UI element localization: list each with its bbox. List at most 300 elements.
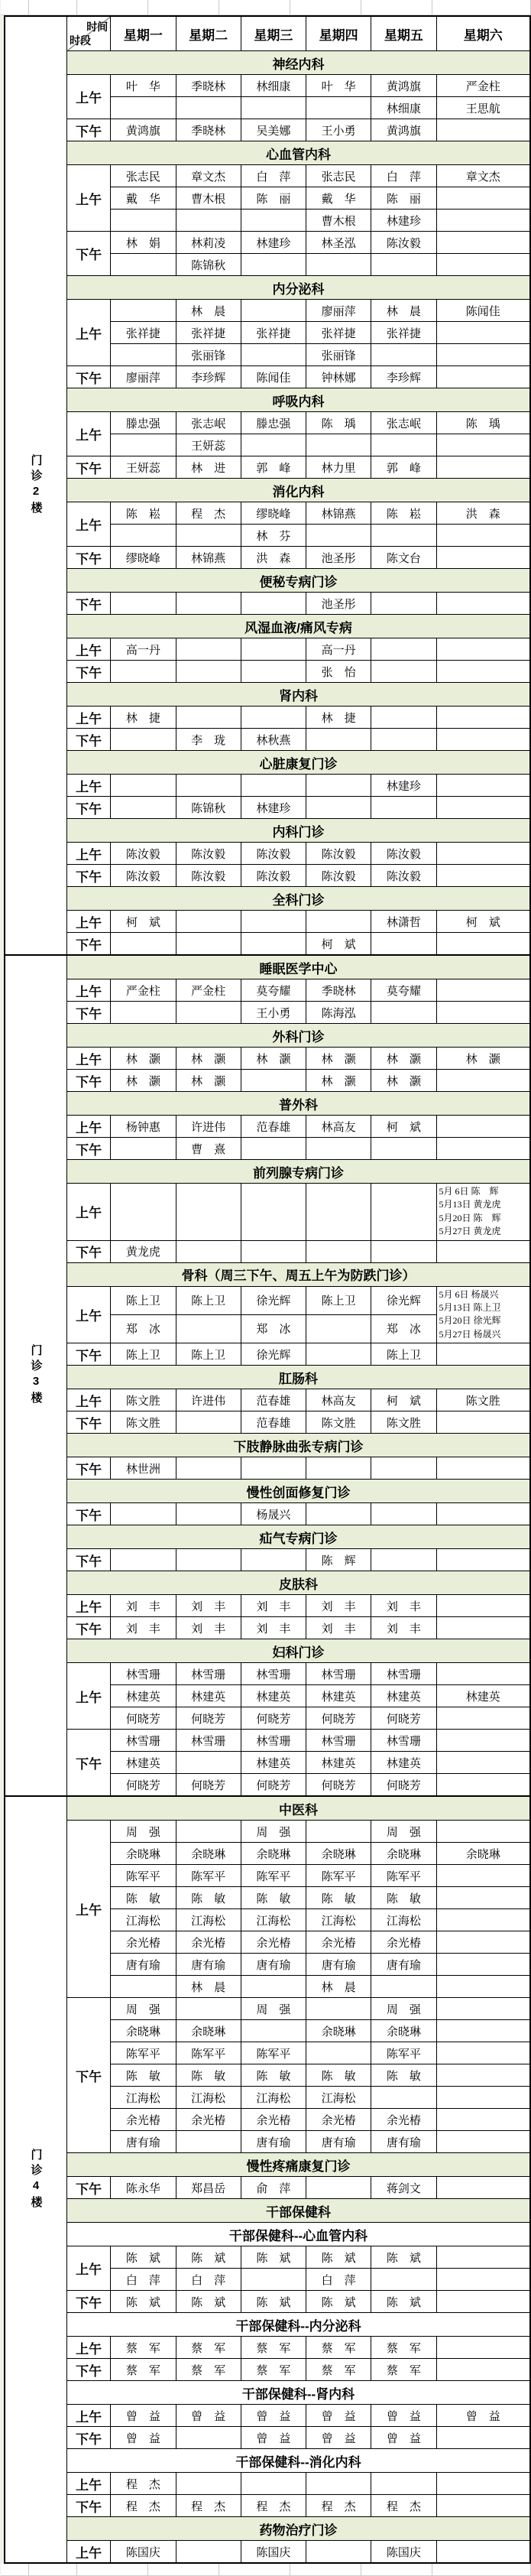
doctor-cell: 曾 益 <box>241 2427 306 2449</box>
doctor-cell <box>436 1998 530 2020</box>
doctor-cell: 陈上卫 <box>111 1286 176 1314</box>
date-line: 5月20日 徐光辉 <box>439 1315 501 1327</box>
doctor-cell: 张志民 <box>111 165 176 187</box>
section-title-cell: 消化内科 <box>67 479 531 502</box>
doctor-cell: 林建英 <box>436 1685 530 1707</box>
doctor-cell: 林高友 <box>306 1389 371 1411</box>
doctor-cell: 陈 敏 <box>176 2064 241 2087</box>
section-title-cell: 心脏康复门诊 <box>67 751 531 775</box>
doctor-cell: 陈 斌 <box>306 2291 371 2313</box>
doctor-cell: 程 杰 <box>241 2495 306 2517</box>
schedule-row <box>5 1730 530 1752</box>
doctor-cell: 黄龙虎 <box>111 1240 176 1262</box>
period-cell: 上午 <box>67 300 111 366</box>
doctor-cell: 林 灏 <box>176 1070 241 1092</box>
date-line: 5月13日 陈上卫 <box>439 1301 501 1313</box>
doctor-cell: 范春雄 <box>241 1389 306 1411</box>
doctor-cell: 林秋燕 <box>241 729 306 751</box>
doctor-cell <box>176 1240 241 1262</box>
doctor-cell <box>436 1116 530 1138</box>
doctor-cell: 陈文胜 <box>371 1411 436 1434</box>
doctor-cell <box>371 2269 436 2291</box>
doctor-cell: 郑 冰 <box>371 1314 436 1343</box>
doctor-cell: 何晓芳 <box>176 1707 241 1730</box>
period-cell: 下午 <box>67 1998 111 2153</box>
day-header-cell: 星期六 <box>436 16 530 51</box>
doctor-cell: 陈军平 <box>241 1865 306 1887</box>
section-title-cell: 慢性疼痛康复门诊 <box>67 2153 531 2177</box>
doctor-cell: 蔡 军 <box>371 2359 436 2381</box>
doctor-cell: 何晓芳 <box>111 1707 176 1730</box>
schedule-table <box>4 15 531 2564</box>
schedule-row <box>5 547 530 569</box>
schedule-row <box>5 2495 530 2517</box>
doctor-cell: 白 萍 <box>176 2269 241 2291</box>
doctor-cell: 陈军平 <box>371 2042 436 2064</box>
doctor-cell: 王小勇 <box>306 119 371 141</box>
doctor-cell <box>436 2087 530 2109</box>
doctor-cell: 柯 斌 <box>371 1389 436 1411</box>
doctor-cell: 张祥捷 <box>241 322 306 344</box>
subsection-title-cell: 干部保健科--消化内科 <box>67 2449 531 2473</box>
doctor-cell <box>436 1865 530 1887</box>
doctor-cell: 林锦燕 <box>176 547 241 569</box>
period-cell: 下午 <box>67 797 111 819</box>
doctor-cell: 陈 丽 <box>241 187 306 210</box>
schedule-row <box>5 232 530 254</box>
doctor-cell: 陈文胜 <box>111 1411 176 1434</box>
doctor-cell: 江海松 <box>306 2087 371 2109</box>
doctor-cell <box>111 254 176 276</box>
doctor-cell: 曾 益 <box>176 2405 241 2427</box>
section-row <box>5 1160 530 1184</box>
schedule-row <box>5 2359 530 2381</box>
doctor-cell: 林 灏 <box>176 1048 241 1070</box>
doctor-cell <box>306 2177 371 2199</box>
doctor-cell: 陈闻佳 <box>241 366 306 388</box>
doctor-cell: 林雪珊 <box>371 1663 436 1685</box>
period-cell: 下午 <box>67 2495 111 2517</box>
period-cell: 下午 <box>67 1070 111 1092</box>
doctor-cell: 余光椿 <box>306 2109 371 2131</box>
doctor-cell: 白 萍 <box>306 2269 371 2291</box>
section-row <box>5 1480 530 1503</box>
doctor-cell <box>176 1821 241 1843</box>
period-cell: 下午 <box>67 661 111 683</box>
schedule-row <box>5 165 530 187</box>
period-cell: 上午 <box>67 2405 111 2427</box>
doctor-cell: 曹木根 <box>176 187 241 210</box>
doctor-cell <box>436 1752 530 1774</box>
doctor-cell: 徐光辉 <box>241 1286 306 1314</box>
schedule-row <box>5 2427 530 2449</box>
doctor-cell: 章文杰 <box>436 165 530 187</box>
doctor-cell: 陈永华 <box>111 2177 176 2199</box>
doctor-cell <box>306 1503 371 1525</box>
doctor-cell: 陈上卫 <box>371 1343 436 1366</box>
doctor-cell <box>436 1595 530 1617</box>
doctor-cell <box>436 2337 530 2359</box>
doctor-cell: 何晓芳 <box>176 1774 241 1797</box>
doctor-cell: 周 强 <box>371 1821 436 1843</box>
schedule-row <box>5 593 530 615</box>
doctor-cell: 林建英 <box>371 1752 436 1774</box>
doctor-cell <box>306 1343 371 1366</box>
section-title-cell: 外科门诊 <box>67 1024 531 1048</box>
doctor-cell: 莫夸耀 <box>371 979 436 1002</box>
doctor-cell: 林 灏 <box>111 1070 176 1092</box>
doctor-cell: 严金柱 <box>111 979 176 1002</box>
doctor-cell <box>436 525 530 547</box>
doctor-cell: 江海松 <box>111 1909 176 1931</box>
doctor-cell: 曾 益 <box>436 2405 530 2427</box>
doctor-cell: 周 强 <box>241 1998 306 2020</box>
doctor-cell: 叶 华 <box>111 75 176 97</box>
doctor-cell <box>241 775 306 797</box>
doctor-cell <box>176 707 241 729</box>
doctor-cell <box>111 434 176 456</box>
subsection-title-cell: 干部保健科--心血管内科 <box>67 2223 531 2246</box>
period-cell: 上午 <box>67 75 111 119</box>
doctor-cell: 陈 敏 <box>111 1887 176 1909</box>
doctor-cell: 陈闻佳 <box>436 300 530 322</box>
section-row <box>5 479 530 502</box>
date-line: 5月20日 陈 辉 <box>439 1212 501 1223</box>
doctor-cell <box>436 232 530 254</box>
doctor-cell <box>306 1998 371 2020</box>
doctor-cell: 张志岷 <box>371 412 436 434</box>
day-header-cell: 星期三 <box>241 16 306 51</box>
section-row <box>5 141 530 165</box>
doctor-cell <box>436 1002 530 1024</box>
doctor-cell: 刘 丰 <box>306 1595 371 1617</box>
doctor-cell: 林雪珊 <box>176 1730 241 1752</box>
date-line: 5月 6日 杨晟兴 <box>439 1288 499 1300</box>
doctor-cell <box>436 1976 530 1998</box>
doctor-cell <box>436 2064 530 2087</box>
doctor-cell: 陈上卫 <box>306 1286 371 1314</box>
doctor-cell: 余晓琳 <box>111 1843 176 1865</box>
section-row <box>5 955 530 979</box>
section-title-cell: 呼吸内科 <box>67 388 531 412</box>
doctor-cell: 许进伟 <box>176 1389 241 1411</box>
doctor-cell <box>176 525 241 547</box>
period-cell: 下午 <box>67 2291 111 2313</box>
section-row <box>5 1639 530 1663</box>
section-row <box>5 819 530 843</box>
doctor-cell <box>436 729 530 751</box>
doctor-cell <box>436 2473 530 2495</box>
doctor-cell: 张祥捷 <box>371 322 436 344</box>
doctor-cell: 陈锦秋 <box>176 254 241 276</box>
doctor-cell: 张祥捷 <box>306 322 371 344</box>
doctor-cell: 白 萍 <box>111 2269 176 2291</box>
doctor-cell <box>111 1138 176 1160</box>
doctor-cell: 陈文胜 <box>436 1389 530 1411</box>
grid-cell <box>432 0 531 15</box>
section-row <box>5 1366 530 1389</box>
doctor-cell: 李珍辉 <box>176 366 241 388</box>
schedule-row <box>5 1138 530 1160</box>
bottom-gridline-strip <box>1 2564 531 2576</box>
grid-cell <box>77 2564 148 2575</box>
doctor-cell: 江海松 <box>306 1909 371 1931</box>
doctor-cell: 蔡 军 <box>176 2359 241 2381</box>
doctor-cell <box>371 1503 436 1525</box>
doctor-cell: 缪晓峰 <box>241 502 306 525</box>
period-cell: 上午 <box>67 911 111 933</box>
period-cell: 下午 <box>67 232 111 276</box>
section-title-cell: 下肢静脉曲张专病门诊 <box>67 1434 531 1457</box>
doctor-cell: 张志岷 <box>176 412 241 434</box>
doctor-cell: 刘 丰 <box>241 1617 306 1639</box>
period-cell: 下午 <box>67 1240 111 1262</box>
doctor-cell <box>176 638 241 661</box>
doctor-cell <box>371 1240 436 1262</box>
doctor-cell <box>306 97 371 119</box>
section-row <box>5 2313 530 2337</box>
period-cell: 下午 <box>67 2427 111 2449</box>
schedule-row <box>5 300 530 322</box>
doctor-cell: 叶 华 <box>306 75 371 97</box>
doctor-cell: 何晓芳 <box>306 1707 371 1730</box>
doctor-cell: 李 珑 <box>176 729 241 751</box>
doctor-cell <box>371 1976 436 1998</box>
period-cell: 下午 <box>67 1457 111 1480</box>
doctor-cell <box>436 1774 530 1797</box>
doctor-cell <box>436 322 530 344</box>
doctor-cell: 王小勇 <box>241 1002 306 1024</box>
doctor-cell: 余光椿 <box>111 1931 176 1954</box>
period-cell: 下午 <box>67 1549 111 1571</box>
doctor-cell <box>111 797 176 819</box>
schedule-row <box>5 412 530 434</box>
doctor-cell: 何晓芳 <box>241 1774 306 1797</box>
doctor-cell: 林建英 <box>306 1685 371 1707</box>
doctor-cell: 刘 丰 <box>241 1595 306 1617</box>
doctor-cell: 林 灏 <box>306 1070 371 1092</box>
doctor-cell: 张志民 <box>306 165 371 187</box>
doctor-cell <box>111 1503 176 1525</box>
doctor-cell: 蔡 军 <box>111 2337 176 2359</box>
doctor-cell: 廖丽萍 <box>306 300 371 322</box>
doctor-cell <box>371 593 436 615</box>
period-cell: 上午 <box>67 1184 111 1241</box>
doctor-cell <box>241 344 306 366</box>
doctor-cell: 陈 敏 <box>371 1887 436 1909</box>
doctor-cell <box>176 2473 241 2495</box>
doctor-cell: 唐有瑜 <box>306 2131 371 2153</box>
section-title-cell: 皮肤科 <box>67 1571 531 1595</box>
doctor-cell <box>436 2541 530 2564</box>
doctor-cell: 何晓芳 <box>111 1774 176 1797</box>
doctor-cell: 周 强 <box>111 1998 176 2020</box>
doctor-cell: 林建英 <box>241 1752 306 1774</box>
section-row <box>5 2381 530 2405</box>
schedule-row <box>5 1457 530 1480</box>
subsection-title-cell: 干部保健科--肾内科 <box>67 2381 531 2405</box>
schedule-row <box>5 911 530 933</box>
schedule-row <box>5 2291 530 2313</box>
doctor-cell: 林高友 <box>306 1116 371 1138</box>
doctor-cell: 洪 森 <box>241 547 306 569</box>
section-title-cell: 骨科（周三下午、周五上午为防跌门诊） <box>67 1262 531 1286</box>
doctor-cell <box>111 210 176 232</box>
section-row <box>5 751 530 775</box>
period-cell: 上午 <box>67 502 111 547</box>
doctor-cell <box>241 300 306 322</box>
doctor-cell <box>371 1549 436 1571</box>
doctor-cell <box>436 119 530 141</box>
doctor-cell <box>306 1314 371 1343</box>
doctor-cell: 林 捷 <box>111 707 176 729</box>
doctor-cell: 蔡 军 <box>176 2337 241 2359</box>
doctor-cell <box>436 2131 530 2153</box>
doctor-cell <box>176 661 241 683</box>
doctor-cell: 余晓琳 <box>176 1843 241 1865</box>
doctor-cell: 陈 敏 <box>241 2064 306 2087</box>
doctor-cell: 林 晨 <box>371 300 436 322</box>
period-cell: 下午 <box>67 865 111 887</box>
doctor-cell: 陈 辉 <box>306 1549 371 1571</box>
doctor-cell: 陈国庆 <box>111 2541 176 2564</box>
doctor-cell: 刘 丰 <box>111 1595 176 1617</box>
period-cell: 下午 <box>67 1343 111 1366</box>
doctor-cell: 陈上卫 <box>176 1343 241 1366</box>
schedule-row <box>5 707 530 729</box>
doctor-cell <box>436 1663 530 1685</box>
doctor-cell: 江海松 <box>176 2087 241 2109</box>
period-cell: 下午 <box>67 1503 111 1525</box>
doctor-cell: 柯 斌 <box>371 1116 436 1138</box>
doctor-cell: 杨晟兴 <box>241 1503 306 1525</box>
doctor-cell: 唐有瑜 <box>241 1954 306 1976</box>
doctor-cell: 陈汝毅 <box>371 843 436 865</box>
doctor-cell: 余光椿 <box>241 1931 306 1954</box>
doctor-cell: 陈汝毅 <box>241 865 306 887</box>
doctor-cell: 林雪珊 <box>111 1730 176 1752</box>
doctor-cell <box>436 1070 530 1092</box>
doctor-cell: 陈上卫 <box>111 1343 176 1366</box>
doctor-cell <box>436 1617 530 1639</box>
section-title-cell: 普外科 <box>67 1092 531 1116</box>
period-cell: 上午 <box>67 412 111 456</box>
doctor-cell: 陈军平 <box>111 1865 176 1887</box>
doctor-cell: 陈 瑀 <box>306 412 371 434</box>
doctor-cell: 陈 斌 <box>176 2246 241 2269</box>
doctor-cell: 蔡 军 <box>306 2359 371 2381</box>
section-title-cell: 干部保健科 <box>67 2199 531 2223</box>
section-title-cell: 前列腺专病门诊 <box>67 1160 531 1184</box>
doctor-cell: 陈 瑀 <box>436 412 530 434</box>
period-cell: 上午 <box>67 1286 111 1343</box>
schedule-row <box>5 1343 530 1366</box>
doctor-cell <box>436 2177 530 2199</box>
day-header-cell: 星期二 <box>176 16 241 51</box>
doctor-cell: 余光椿 <box>371 1931 436 1954</box>
grid-cell <box>29 2564 77 2575</box>
doctor-cell: 林 灏 <box>111 1048 176 1070</box>
header-row <box>5 16 530 51</box>
top-gridline-strip <box>1 0 531 15</box>
grid-cell <box>290 2564 361 2575</box>
doctor-cell: 程 杰 <box>111 2473 176 2495</box>
doctor-cell: 林建英 <box>176 1685 241 1707</box>
floor-label-cell: 门诊2楼 <box>5 16 67 955</box>
doctor-cell <box>241 593 306 615</box>
doctor-cell: 何晓芳 <box>371 1707 436 1730</box>
doctor-cell <box>371 1184 436 1241</box>
doctor-cell <box>241 1457 306 1480</box>
section-row <box>5 2199 530 2223</box>
period-cell: 下午 <box>67 1138 111 1160</box>
schedule-row <box>5 1998 530 2020</box>
grid-cell <box>29 0 77 15</box>
day-header-cell: 星期五 <box>371 16 436 51</box>
doctor-cell <box>371 1457 436 1480</box>
doctor-cell <box>371 2473 436 2495</box>
doctor-cell: 蔡 军 <box>371 2337 436 2359</box>
schedule-row <box>5 1240 530 1262</box>
doctor-cell: 林 芬 <box>241 525 306 547</box>
doctor-cell <box>436 2291 530 2313</box>
doctor-cell <box>436 661 530 683</box>
doctor-cell: 陈 敏 <box>371 2064 436 2087</box>
doctor-cell <box>306 2042 371 2064</box>
grid-cell <box>361 2564 432 2575</box>
section-row <box>5 1092 530 1116</box>
doctor-cell: 林建珍 <box>371 775 436 797</box>
doctor-cell: 蔡 军 <box>111 2359 176 2381</box>
floor-label-cell: 门诊4楼 <box>5 1796 67 2563</box>
doctor-cell <box>371 707 436 729</box>
doctor-cell: 张丽锋 <box>306 344 371 366</box>
period-cell: 下午 <box>67 1730 111 1797</box>
doctor-cell: 林雪珊 <box>371 1730 436 1752</box>
doctor-cell: 林 晨 <box>176 1976 241 1998</box>
doctor-cell <box>436 1549 530 1571</box>
doctor-cell: 林世洲 <box>111 1457 176 1480</box>
doctor-cell <box>241 1240 306 1262</box>
doctor-cell: 蒋剑文 <box>371 2177 436 2199</box>
doctor-cell: 林雪珊 <box>111 1663 176 1685</box>
doctor-cell <box>436 456 530 479</box>
period-cell: 上午 <box>67 1821 111 1998</box>
doctor-cell <box>436 1887 530 1909</box>
time-period-corner-cell <box>67 16 111 51</box>
section-title-cell: 慢性创面修复门诊 <box>67 1480 531 1503</box>
doctor-cell: 林建英 <box>306 1752 371 1774</box>
doctor-cell <box>436 707 530 729</box>
doctor-cell <box>241 1549 306 1571</box>
doctor-cell <box>176 1411 241 1434</box>
doctor-cell: 严金柱 <box>436 75 530 97</box>
doctor-cell <box>436 1730 530 1752</box>
schedule-row <box>5 1503 530 1525</box>
period-cell: 下午 <box>67 366 111 388</box>
floor-label-cell: 门诊3楼 <box>5 955 67 1796</box>
doctor-cell: 郑 冰 <box>241 1314 306 1343</box>
doctor-cell <box>176 2541 241 2564</box>
doctor-cell <box>436 2269 530 2291</box>
doctor-cell: 陈 斌 <box>176 2291 241 2313</box>
doctor-cell: 曾 益 <box>306 2405 371 2427</box>
doctor-cell <box>371 525 436 547</box>
doctor-cell <box>176 210 241 232</box>
schedule-row <box>5 1411 530 1434</box>
doctor-cell <box>436 775 530 797</box>
grid-cell <box>290 0 361 15</box>
